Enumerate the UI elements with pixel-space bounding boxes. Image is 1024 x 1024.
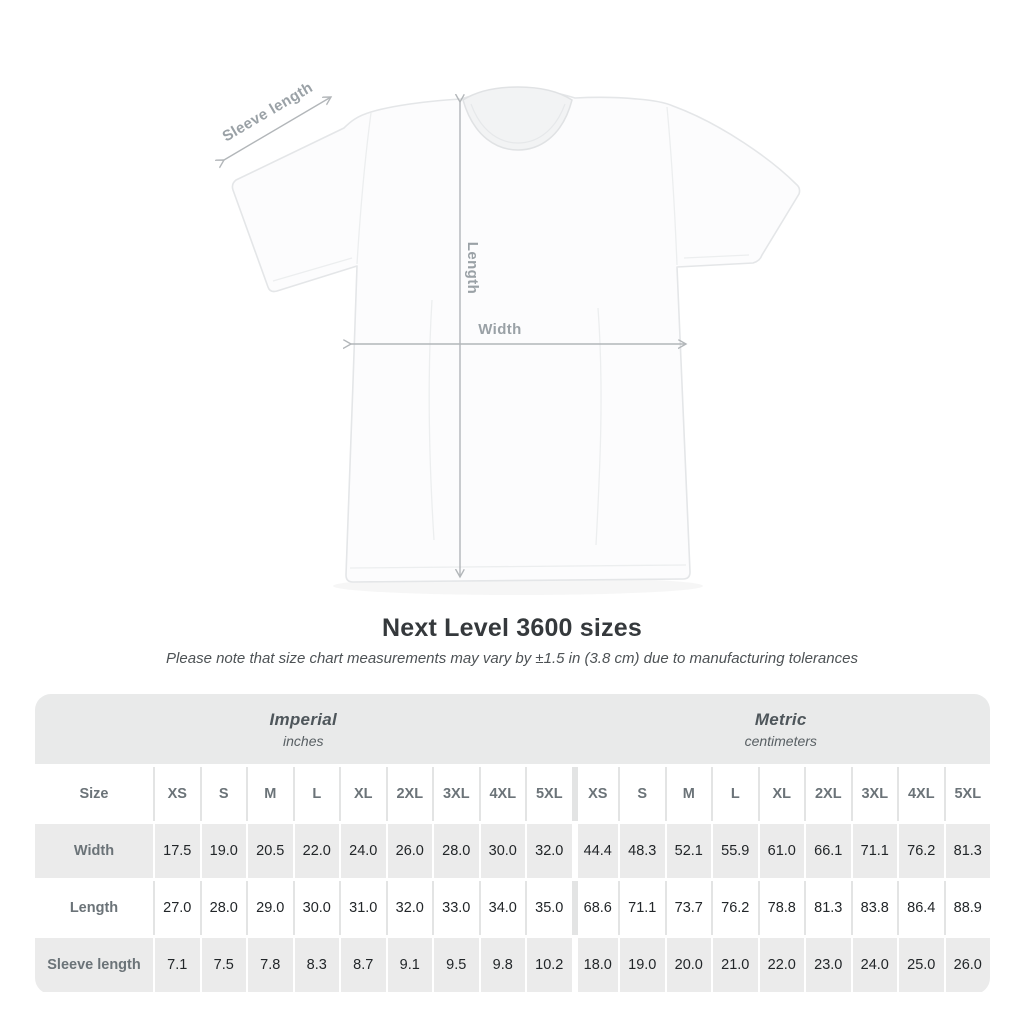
imperial-group-label: Imperial — [269, 709, 338, 729]
size-header-metric-xl: XL — [758, 767, 805, 821]
size-header-imperial-xl: XL — [339, 767, 386, 821]
size-header-imperial-s: S — [200, 767, 247, 821]
width-imperial-2xl: 26.0 — [386, 824, 433, 878]
width-imperial-xl: 24.0 — [339, 824, 386, 878]
size-header-imperial-xs: XS — [153, 767, 200, 821]
width-metric-m: 52.1 — [665, 824, 712, 878]
width-imperial-m: 20.5 — [246, 824, 293, 878]
sleeve-length-metric-xs: 18.0 — [572, 938, 619, 992]
size-header-metric-m: M — [665, 767, 712, 821]
unit-group-header-row — [35, 694, 990, 764]
width-metric-s: 48.3 — [618, 824, 665, 878]
sleeve-length-metric-m: 20.0 — [665, 938, 712, 992]
length-imperial-4xl: 34.0 — [479, 881, 526, 935]
size-header-row — [35, 767, 990, 821]
width-imperial-5xl: 32.0 — [525, 824, 572, 878]
row-label-length: Length — [35, 881, 153, 935]
sleeve-length-imperial-m: 7.8 — [246, 938, 293, 992]
sleeve-length-imperial-xl: 8.7 — [339, 938, 386, 992]
size-header-metric-l: L — [711, 767, 758, 821]
sleeve-length-label: Sleeve length — [219, 78, 316, 146]
width-metric-2xl: 66.1 — [804, 824, 851, 878]
length-metric-xs: 68.6 — [572, 881, 619, 935]
length-metric-5xl: 88.9 — [944, 881, 991, 935]
sleeve-length-imperial-5xl: 10.2 — [525, 938, 572, 992]
width-imperial-4xl: 30.0 — [479, 824, 526, 878]
width-imperial-l: 22.0 — [293, 824, 340, 878]
sleeve-length-imperial-3xl: 9.5 — [432, 938, 479, 992]
table-row-sleeve-length — [35, 938, 990, 992]
length-imperial-l: 30.0 — [293, 881, 340, 935]
table-row-width — [35, 824, 990, 878]
table-row-length — [35, 881, 990, 935]
sleeve-length-metric-xl: 22.0 — [758, 938, 805, 992]
size-header-imperial-2xl: 2XL — [386, 767, 433, 821]
metric-group-unit: centimeters — [744, 732, 817, 749]
sleeve-length-imperial-2xl: 9.1 — [386, 938, 433, 992]
length-metric-2xl: 81.3 — [804, 881, 851, 935]
width-imperial-xs: 17.5 — [153, 824, 200, 878]
length-metric-m: 73.7 — [665, 881, 712, 935]
width-metric-5xl: 81.3 — [944, 824, 991, 878]
length-imperial-xl: 31.0 — [339, 881, 386, 935]
size-header-imperial-m: M — [246, 767, 293, 821]
width-metric-3xl: 71.1 — [851, 824, 898, 878]
length-imperial-xs: 27.0 — [153, 881, 200, 935]
sleeve-length-imperial-4xl: 9.8 — [479, 938, 526, 992]
length-label: Length — [464, 241, 481, 295]
width-metric-l: 55.9 — [711, 824, 758, 878]
sleeve-length-metric-l: 21.0 — [711, 938, 758, 992]
width-metric-xs: 44.4 — [572, 824, 619, 878]
sleeve-length-metric-4xl: 25.0 — [897, 938, 944, 992]
sleeve-length-metric-2xl: 23.0 — [804, 938, 851, 992]
length-metric-l: 76.2 — [711, 881, 758, 935]
sleeve-length-imperial-xs: 7.1 — [153, 938, 200, 992]
size-header-metric-xs: XS — [572, 767, 619, 821]
size-header-imperial-4xl: 4XL — [479, 767, 526, 821]
size-header-metric-5xl: 5XL — [944, 767, 991, 821]
size-chart-table — [35, 694, 990, 994]
width-metric-4xl: 76.2 — [897, 824, 944, 878]
length-imperial-5xl: 35.0 — [525, 881, 572, 935]
length-metric-4xl: 86.4 — [897, 881, 944, 935]
size-header-imperial-3xl: 3XL — [432, 767, 479, 821]
width-label: Width — [478, 321, 522, 338]
length-metric-3xl: 83.8 — [851, 881, 898, 935]
tolerance-note: Please note that size chart measurements may vary by ±1.5 in (3.8 cm) due to manufacturing tolerances — [166, 650, 858, 667]
size-header-imperial-l: L — [293, 767, 340, 821]
size-header-metric-2xl: 2XL — [804, 767, 851, 821]
heading-block — [0, 614, 1024, 667]
metric-group-header — [572, 710, 991, 749]
sleeve-length-imperial-s: 7.5 — [200, 938, 247, 992]
length-metric-xl: 78.8 — [758, 881, 805, 935]
sleeve-length-metric-s: 19.0 — [618, 938, 665, 992]
width-metric-xl: 61.0 — [758, 824, 805, 878]
length-imperial-s: 28.0 — [200, 881, 247, 935]
metric-group-label: Metric — [754, 709, 807, 729]
row-label-sleeve-length: Sleeve length — [35, 938, 153, 992]
length-imperial-2xl: 32.0 — [386, 881, 433, 935]
size-header-metric-4xl: 4XL — [897, 767, 944, 821]
size-header-metric-s: S — [618, 767, 665, 821]
page-title: Next Level 3600 sizes — [382, 614, 642, 642]
size-column-header: Size — [35, 767, 153, 821]
imperial-group-header — [35, 710, 572, 749]
imperial-group-unit: inches — [283, 732, 324, 749]
width-imperial-3xl: 28.0 — [432, 824, 479, 878]
size-header-imperial-5xl: 5XL — [525, 767, 572, 821]
sleeve-length-metric-3xl: 24.0 — [851, 938, 898, 992]
sleeve-length-metric-5xl: 26.0 — [944, 938, 991, 992]
length-imperial-m: 29.0 — [246, 881, 293, 935]
length-metric-s: 71.1 — [618, 881, 665, 935]
size-header-metric-3xl: 3XL — [851, 767, 898, 821]
row-label-width: Width — [35, 824, 153, 878]
sleeve-length-imperial-l: 8.3 — [293, 938, 340, 992]
width-imperial-s: 19.0 — [200, 824, 247, 878]
length-imperial-3xl: 33.0 — [432, 881, 479, 935]
